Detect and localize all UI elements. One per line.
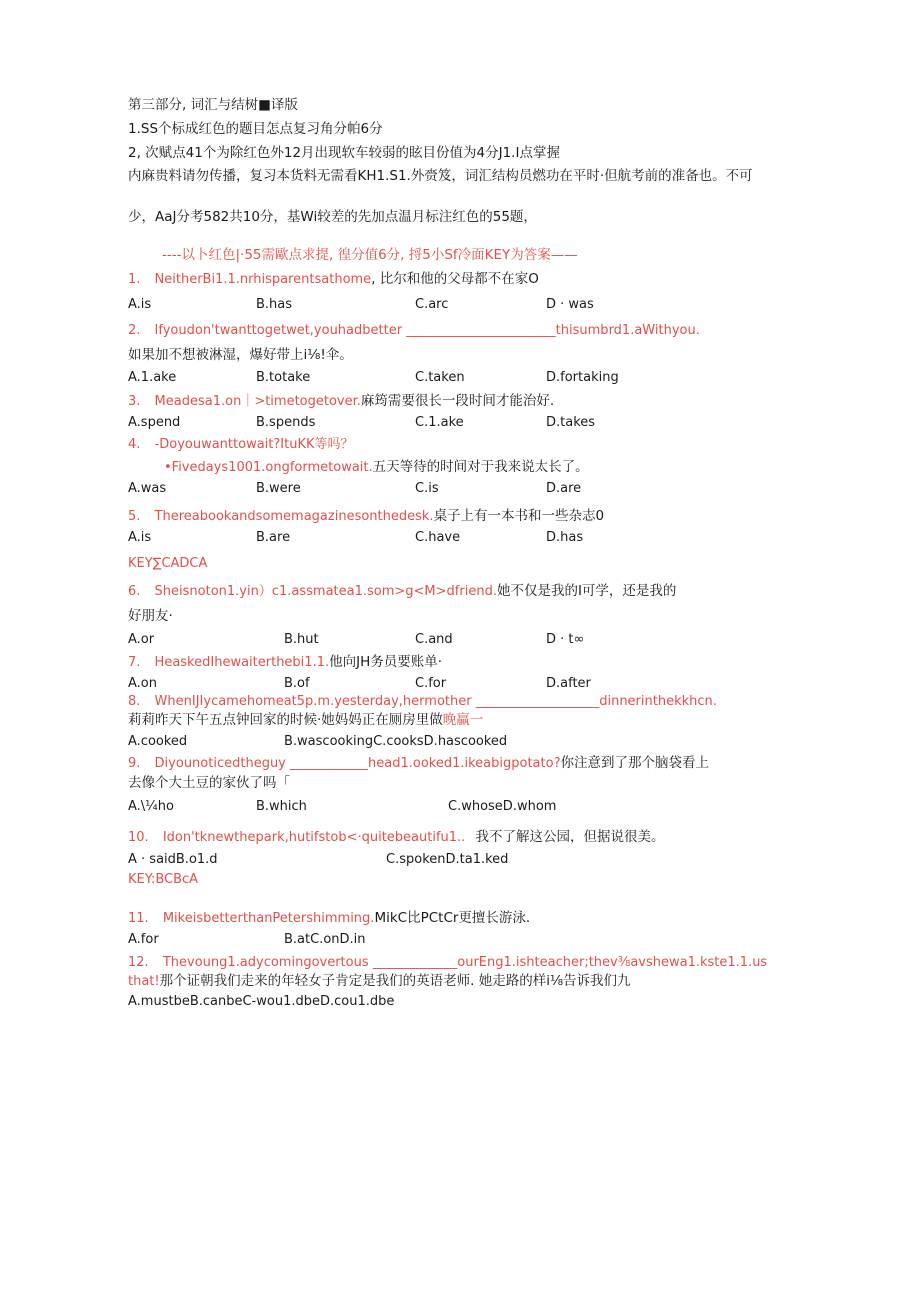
option-b: B.were [256, 481, 301, 496]
option-b: B.hut [284, 632, 319, 647]
intro-line-4: 内麻贵料请勿传播，复习本货料无需看KH1.S1.外赍笈，词汇结构员燃功在平时·但航考前的准备也。不可 [128, 168, 753, 184]
question-translation: , 比尔和他的父母都不在家O [371, 271, 539, 287]
question-translation: 那个证朝我们走来的年轻女子肯定是我们的英语老师. 她走路的样i⅛告诉我们九 [159, 973, 631, 989]
question-8 [128, 693, 717, 711]
question-translation: 他向JH务员要账单· [329, 654, 443, 670]
option-b: B.totake [256, 370, 311, 385]
question-6 [128, 582, 676, 601]
question-translation: 你注意到了那个脑袋看上 [560, 755, 709, 771]
option-d: D · t∞ [546, 632, 585, 647]
question-translation-cont: 好朋友· [128, 608, 173, 624]
question-number: 5. [128, 509, 141, 524]
option-c: C.arc [415, 297, 449, 312]
option-a: A.\¼ho [128, 799, 174, 814]
question-translation: 她不仅是我的I可学，还是我的 [496, 583, 677, 599]
question-number: 2. [128, 323, 141, 338]
question-11 [128, 909, 530, 928]
question-number: 12. [128, 955, 149, 970]
option-d: D.are [546, 481, 582, 496]
option-a: A.was [128, 481, 167, 496]
question-10 [128, 828, 664, 847]
intro-line-3: 2, 次赋点41个为除红色外12月出现软车较弱的眩目份值为4分J1.I点掌握 [128, 145, 560, 161]
option-c: C.1.ake [415, 415, 464, 430]
question-12-line-2 [128, 972, 631, 991]
option-cd: C.whoseD.whom [448, 799, 557, 814]
option-bcd: B.wascookingC.cooksD.hascooked [284, 734, 508, 749]
option-bcd: B.atC.onD.in [284, 932, 366, 947]
question-text: Diyounoticedtheguy ____________head1.ooked1.ikeabigpotato? [154, 756, 561, 771]
option-a: A.1.ake [128, 370, 177, 385]
question-7 [128, 653, 442, 672]
question-translation: 如果加不想被淋湿，爆好带上i⅛!伞。 [128, 347, 353, 363]
answer-key-1: KEY∑CADCA [128, 556, 208, 571]
option-d: D.after [546, 676, 591, 691]
option-cd: C.spokenD.ta1.ked [386, 852, 509, 867]
option-b: B.are [256, 530, 291, 545]
option-c: C.is [415, 481, 439, 496]
question-12 [128, 954, 767, 972]
question-text: Meadesa1.on｜>timetogetover. [154, 394, 361, 409]
intro-line-5: 少，AaJ分考582共10分，基Wi较差的先加点温月标注红色的55题， [128, 209, 537, 225]
option-a: A.or [128, 632, 155, 647]
question-text: Thevoung1.adycomingovertous _____________ourEng1.ishteacher;thev⅜avshewa1.kste1.1.us [162, 955, 768, 970]
question-text: Thereabookandsomemagazinesonthedesk. [154, 509, 434, 524]
question-number: 8. [128, 694, 141, 709]
question-5 [128, 507, 604, 526]
intro-line-1: 第三部分, 词汇与结树■译版 [128, 97, 298, 113]
question-translation: 桌子上有一本书和一些杂志0 [433, 508, 605, 524]
question-number: 6. [128, 584, 141, 599]
question-text: MikeisbetterthanPetershimming. [162, 911, 375, 926]
question-text: that! [128, 974, 160, 989]
option-a: A.spend [128, 415, 181, 430]
question-3 [128, 392, 554, 411]
option-d: D.fortaking [546, 370, 619, 385]
question-number: 1. [128, 272, 141, 287]
answer-key-2: KEY:BCBcA [128, 872, 199, 887]
option-a: A.cooked [128, 734, 188, 749]
option-c: C.and [415, 632, 453, 647]
question-number: 9. [128, 756, 141, 771]
question-translation: 莉莉昨天下午五点钟回家的时候·她妈妈正在厕房里做 [128, 712, 443, 728]
question-translation-red: 晚贏一 [442, 712, 484, 728]
question-number: 4. [128, 437, 141, 452]
question-text: Sheisnoton1.yin）c1.assmatea1.som>g<M>dfriend. [154, 584, 497, 599]
option-b: B.of [284, 676, 310, 691]
question-2 [128, 322, 700, 340]
question-number: 7. [128, 655, 141, 670]
option-a: A.is [128, 297, 152, 312]
question-number: 3. [128, 394, 141, 409]
option-d: D.has [546, 530, 584, 545]
option-a: A.for [128, 932, 159, 947]
question-8-translation [128, 711, 483, 729]
section-header: ----以卜红色|·55需歐点求提, 徨分值6分, 捋5小Sf冷面KEY为答案—— [162, 247, 578, 263]
option-b: B.which [256, 799, 307, 814]
option-b: B.has [256, 297, 293, 312]
question-translation: 麻筠需要很长一段时间才能治好. [360, 393, 555, 409]
option-ab: A · saidB.o1.d [128, 852, 218, 867]
question-9 [128, 754, 709, 773]
option-c: C.for [415, 676, 447, 691]
option-a: A.is [128, 530, 152, 545]
question-translation: MikC比PCtCr更擅长游泳. [374, 910, 531, 926]
question-text: WhenIJIycamehomeat5p.m.yesterday,hermother ___________________dinnerinthekkhcn. [154, 694, 717, 709]
question-1 [128, 270, 539, 289]
question-4-line-2 [164, 458, 589, 477]
question-translation-cont: 去像个大土豆的家伙了吗「 [128, 775, 290, 791]
question-4 [128, 436, 354, 454]
question-number: 10. [128, 830, 149, 845]
option-b: B.spends [256, 415, 316, 430]
option-abcd: A.mustbeB.canbeC-wou1.dbeD.cou1.dbe [128, 994, 395, 1009]
option-a: A.on [128, 676, 157, 691]
question-text: Ifyoudon'twanttogetwet,youhadbetter _______________________thisumbrd1.aWithyou. [154, 323, 700, 338]
option-d: D.takes [546, 415, 596, 430]
question-text: -Doyouwanttowait?ItuKK等吗？ [154, 437, 354, 452]
question-text: NeitherBi1.1.nrhisparentsathome [154, 272, 372, 287]
question-translation: 五天等待的时间对于我来说太长了。 [372, 459, 589, 475]
question-text: •Fivedays1001.ongformetowait. [164, 460, 373, 475]
question-text: HeaskedIhewaiterthebi1.1. [154, 655, 330, 670]
intro-line-2: 1.SS个标成红色的题目怎点复习角分帕6分 [128, 121, 383, 137]
question-translation: 我不了解这公园，但据说很美。 [475, 829, 665, 845]
question-number: 11. [128, 911, 149, 926]
option-c: C.taken [415, 370, 465, 385]
option-d: D · was [546, 297, 594, 312]
option-c: C.have [415, 530, 461, 545]
question-text: Idon'tknewthepark,hutifstob<·quitebeautifu1.. [162, 830, 466, 845]
